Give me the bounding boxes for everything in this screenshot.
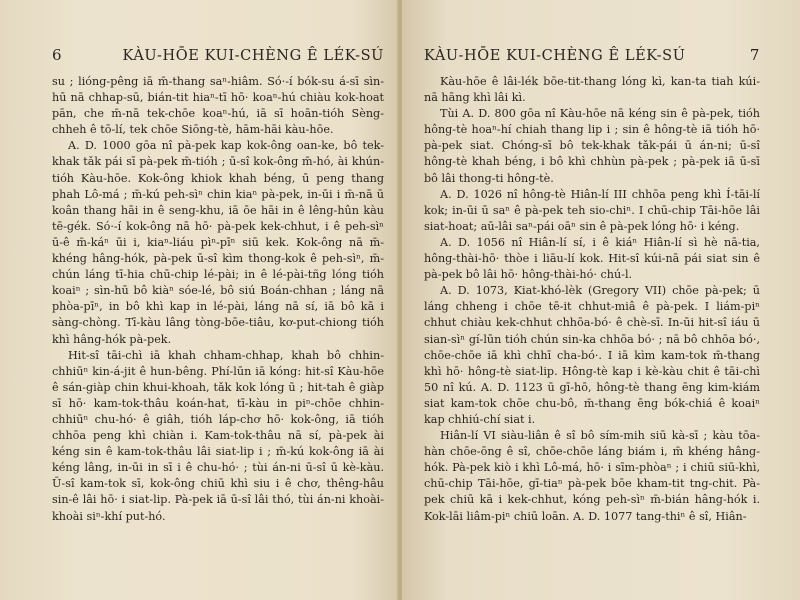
left-running-title: KÀU-HŌE KUI-CHÈNG Ê LÉK-SÚ (122, 48, 384, 64)
paragraph: A. D. 1000 gōa nî pà-pek kap kok-ông oan-ke, bô tek-khak tǎk pái sī pà-pek m̄-tióh ; ū-sî kok-ông m̄-hó, ài khún-tióh Kàu-hōe. Kok-ông khiok khah béng, ū peng thang phah Lô-má ; m̄-kú peh-sìⁿ chin kiaⁿ pà-pek, in-ūi i m̄-nā ū koân thang hāi in ê seng-khu, iā ōe hāi in ê lêng-hûn kàu tē-gék. Só·-í kok-ông nā hō· pà-pek kek-chhut, i ê peh-sìⁿ ū-ê m̄-káⁿ ūi i, kiaⁿ-liáu pìⁿ-pīⁿ siū kek. Kok-ông nā m̄-khéng hâng-hók, pà-pek ū-sî kìm thong-kok ê peh-sìⁿ, m̄-chún láng tī-hia chū-chip lé-pài; in ê lé-pài-tñg lóng tióh koaiⁿ ; sìn-hū bô kiàⁿ sóe-lé, bô siú Boán-chhan ; láng nā phòa-pīⁿ, in bô khì kap in lé-pài, láng nā sí, iā bô kā i sàng-chòng. Tī-kàu lâng tòng-bōe-tiâu, kơ-put-chiong tióh khì hâng-hók pà-pek. (52, 139, 384, 346)
right-page-header (424, 46, 760, 64)
paragraph: A. D. 1056 nî Hiân-lí sí, i ê kiáⁿ Hiân-lí sì hè nā-tia, hông-thài-hō· thòe i liāu-lí kok. Hit-sî kúi-nā pái siat sin ê pà-pek bô lâi hō· hông-thài-hó· chú-l. (424, 235, 760, 282)
left-page-number: 6 (52, 46, 63, 64)
paragraph: Kàu-hōe ê lâi-lék bōe-tit-thang lóng kì, kan-ta tiah kúi-nā hāng khì lâi kì. (424, 75, 760, 105)
right-page (402, 0, 800, 600)
right-page-number: 7 (749, 46, 760, 64)
left-page (0, 0, 398, 600)
paragraph: A. D. 1073, Kiat-khó-lèk (Gregory VII) chōe pà-pek; ū láng chheng i chōe tē-it chhut-miâ ê pà-pek. I liám-piⁿ chhut chiàu kek-chhut chhōa-bó· ê chè-sī. In-ūi hit-sî iáu ū sian-sìⁿ gí-lūn tióh chún sin-ka chhōa bó· ; nā bô chhōa bó·, chōe-chōe iā khì chhī cha-bó·. I iā kìm kam-tok m̄-thang khì hō· hông-tè siat-lip. Hông-tè kap i kè-kàu chit ê tāi-chì 50 nî kú. A. D. 1123 ū gī-hō, hông-tè thang ēng kim-kiám siat kam-tok chōe chu-bô, m̄-thang ēng bók-chiá ê koaiⁿ kap chhiú-chí siat i. (424, 284, 760, 426)
paragraph: Hiân-lí VI siàu-liân ê sî bô sím-mih siū kà-sī ; kàu tōa-hàn chōe-ōng ê sî, chōe-chōe láng biám i, m̄ khéng hâng-hók. Pà-pek kiò i khì Lô-má, hō· i sīm-phòaⁿ ; i chiū siū-khì, chū-chip Tāi-hōe, gī-tiaⁿ pà-pek bōe kham-tit tng-chit. Pà-pek chiū kā i kek-chhut, kóng peh-sìⁿ m̄-bián hâng-hók i. Kok-lāi liâm-piⁿ chiū loān. A. D. 1077 tang-thiⁿ ê sî, Hiân- (424, 429, 760, 523)
right-page-text (424, 74, 760, 525)
paragraph: A. D. 1026 nî hông-tè Hiân-lí III chhōa peng khì Í-tāi-lí kok; in-ūi ū saⁿ ê pà-pek teh sio-chiⁿ. I chū-chip Tāi-hōe lâi siat-hoat; aū-lâi saⁿ-pái oāⁿ sin ê pà-pek lóng hō· i kéng. (424, 187, 760, 233)
paragraph: su ; lióng-pêng iā m̄-thang saⁿ-hiâm. Só·-í bók-su á-sī sìn-hū nā chhap-sū, bián-tit hiaⁿ-tī hō· koaⁿ-hú chiàu kok-hoat pān, che m̄-nā tek-chōe koaⁿ-hú, iā sī hoān-tióh Sèng-chheh ê tō-lí, tek chōe Siōng-tè, hām-hāi kàu-hōe. (52, 75, 384, 137)
paragraph: Hit-sî tāi-chì iā khah chham-chhap, khah bô chhin-chhiūⁿ kin-á-jit ê hun-bêng. Phí-lūn iā kóng: hit-sî Kàu-hōe ê sán-giàp chin khui-khoah, tǎk kok lóng ū ; hit-tah ê giàp sī hō· kam-tok-thâu koán-hat, tī-kàu in piⁿ-chōe chhin-chhiūⁿ chu-hó· ê giâh, tióh láp-chơ hō· kok-ông, iā tióh chhōa peng khì chiàn i. Kam-tok-thâu nā sí, pà-pek ài kéng sin ê kam-tok-thâu lâi siat-lip i ; m̄-kú kok-ông iā ài kéng lâng, in-ūi in sī i ê chu-hó· ; tùi án-ni ū-sî ū kè-kàu. Ū-sî kam-tok sī, kok-ông chiū khì siu i ê chơ, thêng-hâu sin-ê lâi hō· i siat-lip. Pà-pek iā ū-sî lâi thó, tùi án-ni khoài-khoài siⁿ-khí put-hó. (52, 348, 384, 523)
left-page-header (52, 46, 384, 64)
left-page-text (52, 74, 384, 525)
right-running-title: KÀU-HŌE KUI-CHÈNG Ê LÉK-SÚ (424, 48, 686, 64)
paragraph: Tùi A. D. 800 gōa nî Kàu-hōe nā kéng sin ê pà-pek, tióh hông-tè hoaⁿ-hí chiah thang lip i ; sin ê hông-tè iā tióh hō· pà-pek siat. Chóng-sī bô tek-khak tǎk-pái ū án-ni; ū-sî hông-tè khah béng, i bô khì chhùn pà-pek ; pà-pek iā ū-sī bô lâi thong-ti hông-tè. (424, 107, 760, 185)
